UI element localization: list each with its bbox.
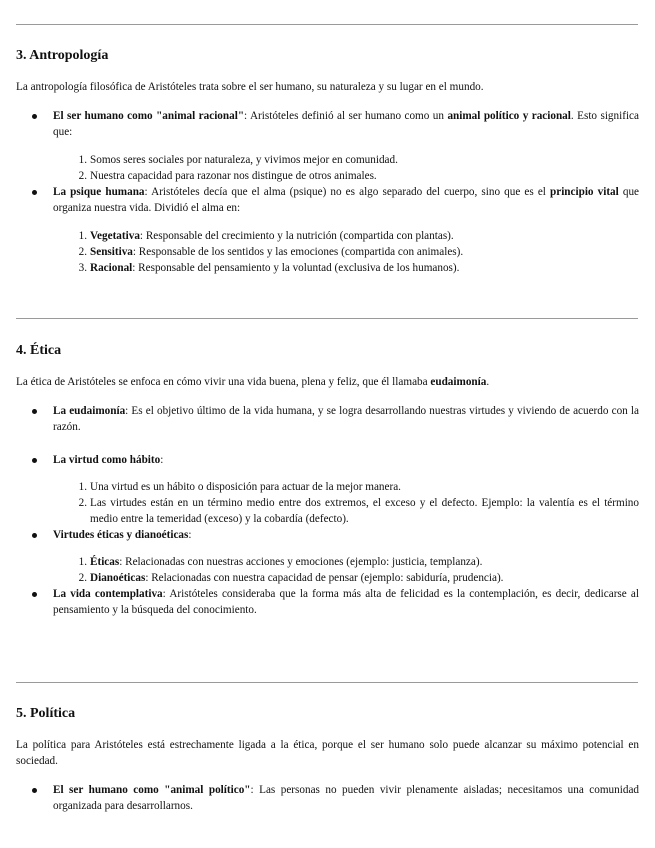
bullet-bold: La psique humana xyxy=(53,186,145,198)
item-number: 2. xyxy=(78,170,87,182)
section-antropologia xyxy=(16,47,639,276)
item-text: Nuestra capacidad para razonar nos distingue de otros animales. xyxy=(90,170,377,182)
bullet-list xyxy=(16,403,639,468)
item-bold: Vegetativa xyxy=(90,230,140,242)
section-title: 3. Antropología xyxy=(16,48,109,63)
section-intro: La antropología filosófica de Aristóteles trata sobre el ser humano, su naturaleza y su lugar en el mundo. xyxy=(16,81,484,93)
item-bold: Racional xyxy=(90,262,133,274)
bullet-bold: Virtudes éticas y dianoéticas xyxy=(53,529,189,541)
list-item xyxy=(16,570,639,586)
bullet-text: . Esto significa que: xyxy=(53,110,639,138)
item-bold: Éticas xyxy=(90,556,120,568)
list-item xyxy=(16,168,639,184)
bullet-text: : xyxy=(160,454,164,466)
item-number: 1. xyxy=(78,230,87,242)
list-item xyxy=(16,554,639,570)
bullet-bold: La virtud como hábito xyxy=(53,454,161,466)
bullet-bold: El ser humano como "animal político" xyxy=(53,784,251,796)
bullet-bold: La eudaimonía xyxy=(53,405,126,417)
item-text: : Relacionadas con nuestra capacidad de pensar (ejemplo: sabiduría, prudencia). xyxy=(145,572,504,584)
bullet-item xyxy=(16,586,639,618)
item-text: : Responsable del pensamiento y la voluntad (exclusiva de los humanos). xyxy=(132,262,460,274)
item-text: Somos seres sociales por naturaleza, y vivimos mejor en comunidad. xyxy=(90,154,398,166)
list-item xyxy=(16,228,639,244)
numbered-list xyxy=(16,479,639,527)
section-etica xyxy=(16,342,639,618)
item-number: 3. xyxy=(78,262,87,274)
bullet-item xyxy=(16,527,639,543)
list-item xyxy=(16,495,639,527)
bullet-list xyxy=(16,782,639,814)
item-bold: Dianoéticas xyxy=(90,572,146,584)
intro-text: . xyxy=(486,376,490,388)
bullet-text: que organiza nuestra vida. Dividió el alma en: xyxy=(53,186,640,214)
section-intro: La política para Aristóteles está estrechamente ligada a la ética, porque el ser humano solo puede alcanzar su máximo potencial en sociedad. xyxy=(16,739,639,767)
list-item xyxy=(16,152,639,168)
bullet-item xyxy=(16,184,639,216)
section-divider xyxy=(16,318,638,319)
bullet-text: : Aristóteles decía que el alma (psique) no es algo separado del cuerpo, sino que es el xyxy=(144,186,550,198)
section-title: 4. Ética xyxy=(16,343,62,358)
bullet-text: : Las personas no pueden vivir plenamente aisladas; necesitamos una comunidad organizada para desarrollarnos. xyxy=(53,784,640,812)
section-politica xyxy=(16,705,639,814)
intro-bold: eudaimonía xyxy=(430,376,487,388)
list-item xyxy=(16,479,639,495)
section-divider xyxy=(16,682,638,683)
item-text: : Relacionadas con nuestras acciones y emociones (ejemplo: justicia, templanza). xyxy=(119,556,483,568)
bullet-text: : xyxy=(188,529,192,541)
bullet-text: : Aristóteles definió al ser humano como un xyxy=(244,110,448,122)
bullet-item xyxy=(16,782,639,814)
item-number: 1. xyxy=(78,556,87,568)
numbered-list xyxy=(16,554,639,586)
bullet-list xyxy=(16,184,639,216)
bullet-list xyxy=(16,586,639,618)
item-number: 2. xyxy=(78,246,87,258)
item-number: 2. xyxy=(78,497,87,509)
bullet-bold: animal político y racional xyxy=(447,110,571,122)
item-text: Una virtud es un hábito o disposición para actuar de la mejor manera. xyxy=(90,481,401,493)
bullet-bold: El ser humano como "animal racional" xyxy=(53,110,245,122)
item-number: 1. xyxy=(78,481,87,493)
intro-text: La ética de Aristóteles se enfoca en cómo vivir una vida buena, plena y feliz, que él llamaba xyxy=(16,376,431,388)
item-number: 2. xyxy=(78,572,87,584)
bullet-bold: principio vital xyxy=(550,186,619,198)
item-text: : Responsable del crecimiento y la nutrición (compartida con plantas). xyxy=(139,230,454,242)
bullet-list xyxy=(16,108,639,140)
item-text: Las virtudes están en un término medio entre dos extremos, el exceso y el defecto. Ejemplo: la valentía es el término medio entre la temeridad (exceso) y la cobardía (defecto). xyxy=(90,497,639,525)
bullet-bold: La vida contemplativa xyxy=(53,588,163,600)
bullet-item xyxy=(16,108,639,140)
list-item xyxy=(16,260,639,276)
bullet-item xyxy=(16,403,639,435)
numbered-list xyxy=(16,152,639,184)
bullet-list xyxy=(16,527,639,543)
item-text: : Responsable de los sentidos y las emociones (compartida con animales). xyxy=(132,246,464,258)
list-item xyxy=(16,244,639,260)
numbered-list xyxy=(16,228,639,276)
bullet-item xyxy=(16,452,639,468)
section-divider xyxy=(16,24,638,25)
bullet-text: : Es el objetivo último de la vida humana, y se logra desarrollando nuestras virtudes y viviendo de acuerdo con la razón. xyxy=(53,405,640,433)
item-number: 1. xyxy=(78,154,87,166)
section-title: 5. Política xyxy=(16,706,76,721)
section-intro xyxy=(16,374,639,390)
item-bold: Sensitiva xyxy=(90,246,133,258)
bullet-text: : Aristóteles consideraba que la forma más alta de felicidad es la contemplación, es decir, dedicarse al pensamiento y la búsqueda del conocimiento. xyxy=(53,588,639,616)
